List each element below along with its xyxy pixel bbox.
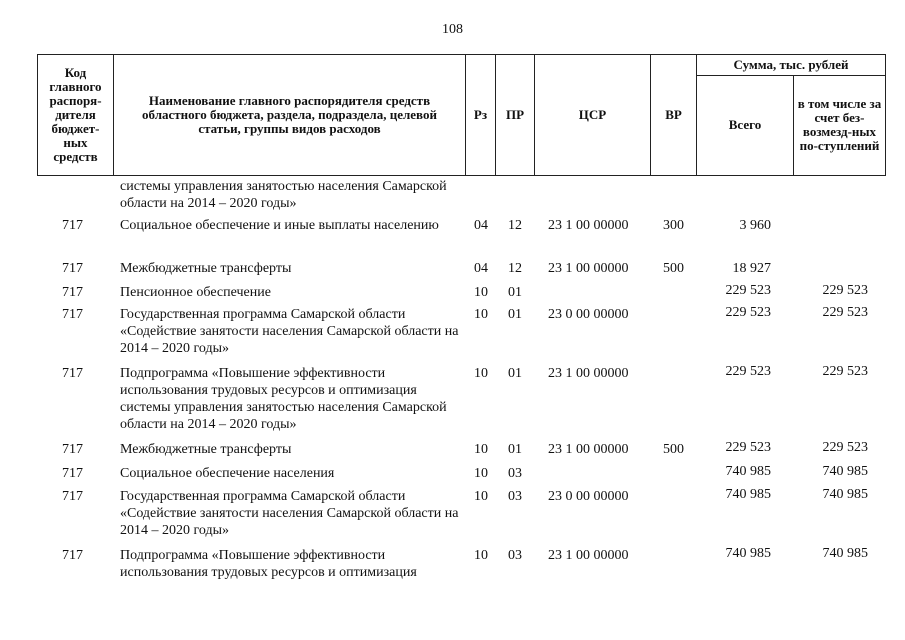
header-total: Всего — [696, 75, 794, 176]
row-pr: 01 — [508, 307, 522, 322]
row-code: 717 — [62, 307, 83, 322]
row-total: 740 985 — [725, 487, 771, 502]
row-pr: 03 — [508, 489, 522, 504]
row-rz: 04 — [474, 218, 488, 233]
header-csr: ЦСР — [534, 54, 651, 176]
row-total: 18 927 — [732, 261, 771, 276]
row-name: Государственная программа Самарской области «Содействие занятости населения Самарской области на 2014 – 2020 годы» — [120, 307, 459, 356]
row-pr: 03 — [508, 466, 522, 481]
row-code: 717 — [62, 489, 83, 504]
row-pr: 01 — [508, 442, 522, 457]
row-rz: 10 — [474, 489, 488, 504]
row-vr: 300 — [663, 218, 684, 233]
row-total: 229 523 — [725, 305, 771, 320]
row-pr: 03 — [508, 548, 522, 563]
row-pr: 01 — [508, 366, 522, 381]
row-name: Межбюджетные трансферты — [120, 261, 292, 276]
row-name: Подпрограмма «Повышение эффективности использования трудовых ресурсов и оптимизация — [120, 548, 417, 580]
row-code: 717 — [62, 285, 83, 300]
row-rz: 10 — [474, 285, 488, 300]
row-csr: 23 1 00 00000 — [548, 548, 629, 563]
row-rz: 10 — [474, 442, 488, 457]
row-total: 740 985 — [725, 546, 771, 561]
row-free: 740 985 — [822, 464, 868, 479]
row-code: 717 — [62, 442, 83, 457]
row-code: 717 — [62, 218, 83, 233]
row-rz: 10 — [474, 466, 488, 481]
row-csr: 23 1 00 00000 — [548, 366, 629, 381]
row-total: 229 523 — [725, 364, 771, 379]
row-vr: 500 — [663, 261, 684, 276]
row-name: системы управления занятостью населения Самарской области на 2014 – 2020 годы» — [120, 179, 447, 211]
row-free: 740 985 — [822, 487, 868, 502]
page-number: 108 — [442, 22, 463, 37]
row-name: Государственная программа Самарской области «Содействие занятости населения Самарской области на 2014 – 2020 годы» — [120, 489, 459, 538]
header-rz: Рз — [465, 54, 496, 176]
row-rz: 10 — [474, 548, 488, 563]
row-free: 229 523 — [822, 440, 868, 455]
row-csr: 23 1 00 00000 — [548, 261, 629, 276]
row-free: 229 523 — [822, 283, 868, 298]
row-name: Пенсионное обеспечение — [120, 285, 271, 300]
row-name: Подпрограмма «Повышение эффективности использования трудовых ресурсов и оптимизация системы управления занятостью населения Самарской области на 2014 – 2020 годы» — [120, 366, 447, 432]
header-sum: Сумма, тыс. рублей — [696, 54, 886, 76]
header-free: в том числе за счет без-возмезд-ных по-ступлений — [793, 75, 886, 176]
header-name: Наименование главного распорядителя средств областного бюджета, раздела, подраздела, целевой статьи, группы видов расходов — [113, 54, 466, 176]
row-name: Межбюджетные трансферты — [120, 442, 292, 457]
row-rz: 10 — [474, 366, 488, 381]
row-pr: 12 — [508, 218, 522, 233]
row-code: 717 — [62, 548, 83, 563]
header-pr: ПР — [495, 54, 535, 176]
row-rz: 04 — [474, 261, 488, 276]
row-free: 229 523 — [822, 364, 868, 379]
row-csr: 23 1 00 00000 — [548, 442, 629, 457]
row-name: Социальное обеспечение и иные выплаты населению — [120, 218, 439, 233]
row-total: 3 960 — [739, 218, 771, 233]
row-total: 229 523 — [725, 283, 771, 298]
header-vr: ВР — [650, 54, 697, 176]
row-total: 229 523 — [725, 440, 771, 455]
row-rz: 10 — [474, 307, 488, 322]
row-csr: 23 0 00 00000 — [548, 489, 629, 504]
row-free: 229 523 — [822, 305, 868, 320]
row-code: 717 — [62, 261, 83, 276]
row-csr: 23 1 00 00000 — [548, 218, 629, 233]
row-code: 717 — [62, 366, 83, 381]
row-total: 740 985 — [725, 464, 771, 479]
row-csr: 23 0 00 00000 — [548, 307, 629, 322]
row-code: 717 — [62, 466, 83, 481]
row-pr: 01 — [508, 285, 522, 300]
row-pr: 12 — [508, 261, 522, 276]
row-free: 740 985 — [822, 546, 868, 561]
header-code: Код главного распоря-дителя бюджет-ных средств — [37, 54, 114, 176]
row-name: Социальное обеспечение населения — [120, 466, 335, 481]
row-vr: 500 — [663, 442, 684, 457]
